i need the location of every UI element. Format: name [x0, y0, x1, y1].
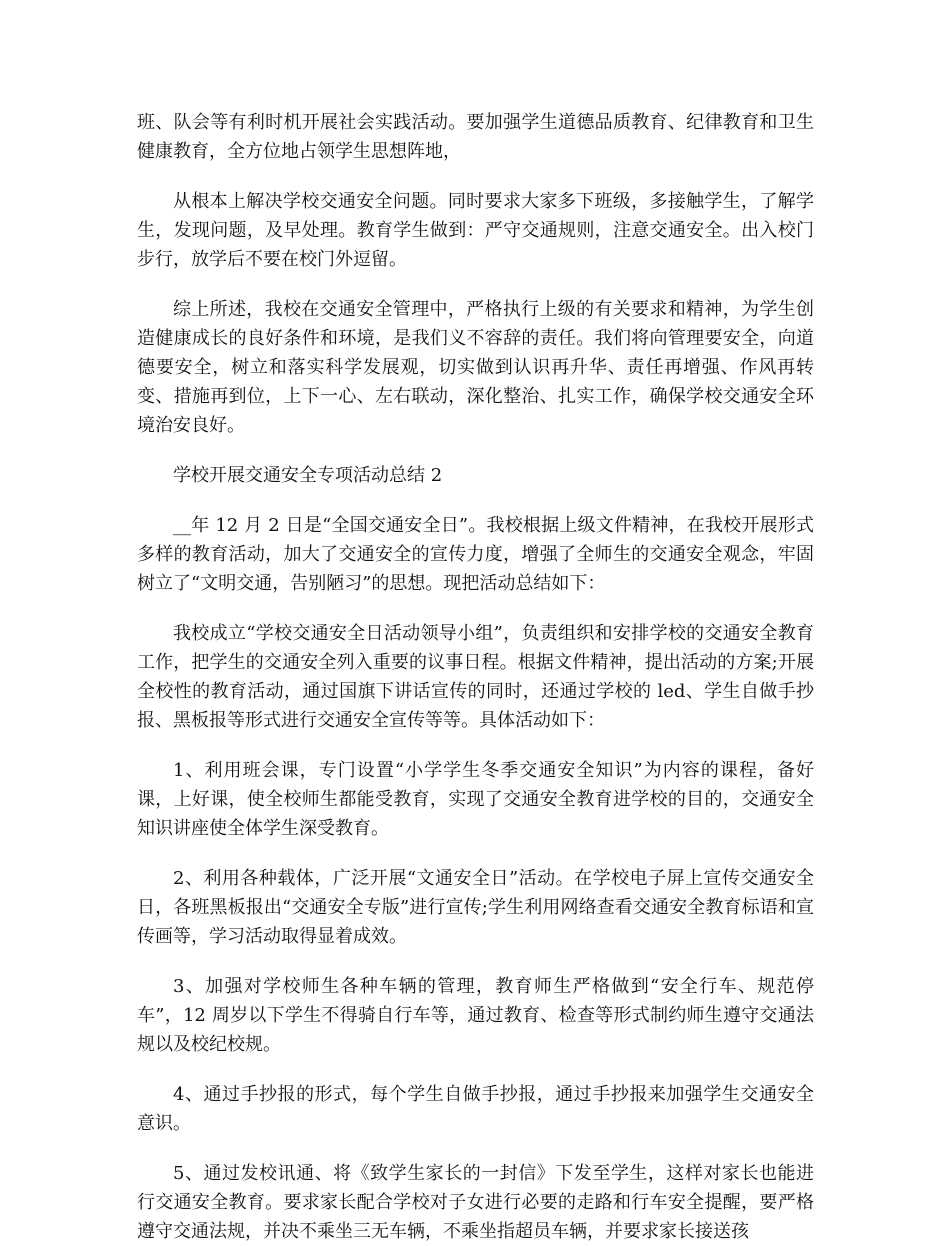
paragraph: __年 12 月 2 日是“全国交通安全日”。我校根据上级文件精神，在我校开展形式多样的教育活动，加大了交通安全的宣传力度，增强了全师生的交通安全观念，牢固树立了“文明交通，告别陋习”的思想。现把活动总结如下：	[137, 515, 814, 594]
paragraph: 我校成立“学校交通安全日活动领导小组”，负责组织和安排学校的交通安全教育工作，把学生的交通安全列入重要的议事日程。根据文件精神，提出活动的方案;开展全校性的教育活动，通过国旗下讲话宣传的同时，还通过学校的 led、学生自做手抄报、黑板报等形式进行交通安全宣传等等。具体活动如下：	[137, 623, 814, 731]
section-heading: 学校开展交通安全专项活动总结 2	[173, 465, 443, 486]
list-item: 2、利用各种载体，广泛开展“文通安全日”活动。在学校电子屏上宣传交通安全日，各班黑板报出“交通安全专版”进行宣传;学生利用网络查看交通安全教育标语和宣传画等，学习活动取得显着成效。	[137, 868, 814, 947]
list-item: 5、通过发校讯通、将《致学生家长的一封信》下发至学生，这样对家长也能进行交通安全教育。要求家长配合学校对子女进行必要的走路和行车安全提醒，要严格遵守交通法规，并决不乘坐三无车辆，不乘坐指超员车辆，并要求家长接送孩	[137, 1163, 814, 1242]
paragraph: 综上所述，我校在交通安全管理中，严格执行上级的有关要求和精神，为学生创造健康成长的良好条件和环境，是我们义不容辞的责任。我们将向管理要安全，向道德要安全，树立和落实科学发展观，切实做到认识再升华、责任再增强、作风再转变、措施再到位，上下一心、左右联动，深化整治、扎实工作，确保学校交通安全环境治安良好。	[137, 299, 814, 436]
list-item: 4、通过手抄报的形式，每个学生自做手抄报，通过手抄报来加强学生交通安全意识。	[137, 1084, 814, 1134]
list-item: 1、利用班会课，专门设置“小学学生冬季交通安全知识”为内容的课程，备好课，上好课，使全校师生都能受教育，实现了交通安全教育进学校的目的，交通安全知识讲座使全体学生深受教育。	[137, 760, 814, 839]
paragraph-continuation: 班、队会等有利时机开展社会实践活动。要加强学生道德品质教育、纪律教育和卫生健康教育，全方位地占领学生思想阵地，	[137, 112, 814, 162]
list-item: 3、加强对学校师生各种车辆的管理，教育师生严格做到“安全行车、规范停车”，12 周岁以下学生不得骑自行车等，通过教育、检查等形式制约师生遵守交通法规以及校纪校规。	[137, 976, 814, 1055]
paragraph: 从根本上解决学校交通安全问题。同时要求大家多下班级，多接触学生，了解学生，发现问题，及早处理。教育学生做到：严守交通规则，注意交通安全。出入校门步行，放学后不要在校门外逗留。	[137, 191, 814, 270]
